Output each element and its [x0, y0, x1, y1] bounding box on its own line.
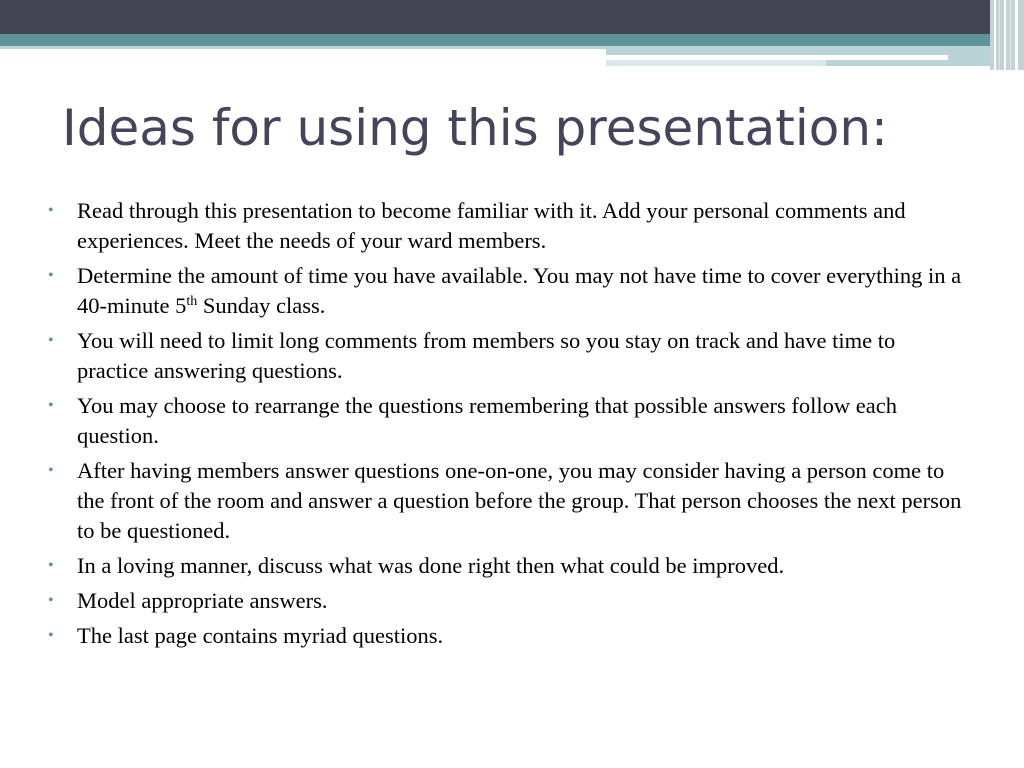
header-teal-band — [0, 34, 1024, 46]
bullet-text: You may choose to rearrange the questions remembering that possible answers follow each question. — [77, 393, 897, 448]
slide-title: Ideas for using this presentation: — [62, 99, 888, 157]
bullet-icon: • — [48, 592, 54, 609]
header-corner-stripe — [994, 0, 996, 70]
header-right-line-secondary — [606, 60, 826, 66]
bullet-text: Read through this presentation to become familiar with it. Add your personal comments and experiences. Meet the needs of your ward members. — [77, 198, 906, 253]
bullet-item — [48, 326, 968, 386]
bullet-item — [48, 586, 968, 616]
header-corner-stripe — [1004, 0, 1006, 70]
header-light-band — [0, 46, 606, 49]
bullet-item — [48, 391, 968, 451]
bullet-text: You will need to limit long comments from members so you stay on track and have time to practice answering questions. — [77, 328, 896, 383]
bullet-item — [48, 456, 968, 546]
bullet-item — [48, 196, 968, 256]
bullet-text: Determine the amount of time you have available. You may not have time to cover everything in a 40-minute 5 — [77, 263, 962, 318]
bullet-icon: • — [48, 267, 54, 284]
bullet-item — [48, 621, 968, 651]
bullet-item — [48, 551, 968, 581]
bullet-icon: • — [48, 202, 54, 219]
bullet-icon: • — [48, 462, 54, 479]
bullet-text: Model appropriate answers. — [77, 588, 328, 613]
header-corner-stripe — [1015, 0, 1018, 70]
bullet-item — [48, 261, 968, 321]
bullet-icon: • — [48, 332, 54, 349]
header-dark-band — [0, 0, 1024, 34]
bullet-text: In a loving manner, discuss what was done right then what could be improved. — [77, 553, 785, 578]
header-corner-stripe — [1010, 0, 1011, 70]
bullet-icon: • — [48, 397, 54, 414]
bullet-list — [48, 196, 968, 656]
ordinal-superscript: th — [186, 294, 198, 309]
bullet-text-continued: Sunday class. — [197, 293, 326, 318]
bullet-icon: • — [48, 627, 54, 644]
bullet-text: The last page contains myriad questions. — [77, 623, 444, 648]
header-corner-stripe — [999, 0, 1000, 70]
bullet-icon: • — [48, 557, 54, 574]
bullet-text: After having members answer questions one-on-one, you may consider having a person come to the front of the room and answer a question before the group. That person chooses the next person to be questioned. — [77, 458, 962, 543]
